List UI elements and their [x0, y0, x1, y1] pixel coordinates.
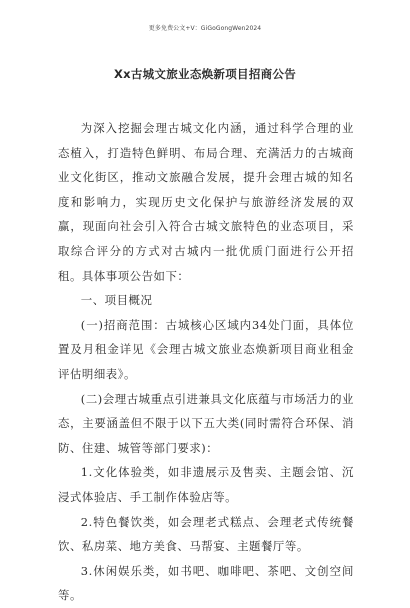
header-note: 更多免费公文+V：GiGoGongWen2024: [148, 25, 262, 32]
paragraph-business-types: (二)会理古城重点引进兼具文化底蕴与市场活力的业态，主要涵盖但不限于以下五大类(同时需符合环保、消防、住建、城管等部门要求)：: [58, 391, 354, 455]
paragraph-scope: (一)招商范围：古城核心区域内34处门面，具体位置及月租金详见《会理古城文旅业态焕新项目商业租金评估明细表》。: [58, 317, 354, 381]
document-title: Xx古城文旅业态焕新项目招商公告: [113, 67, 297, 81]
intro-paragraph: 为深入挖掘会理古城文化内涵，通过科学合理的业态植入，打造特色鲜明、布局合理、充满活力的古城商业文化街区，推动文旅融合发展，提升会理古城的知名度和影响力，实现历史文化保护与旅游经济发展的双赢，现面向社会引入符合古城文旅特色的业态项目，采取综合评分的方式对古城内一批优质门面进行公开招租。具体事项公告如下：: [58, 121, 354, 283]
list-item-catering: 2.特色餐饮类，如会理老式糕点、会理老式传统餐饮、私房菜、地方美食、马帮宴、主题餐厅等。: [58, 514, 354, 554]
section-heading-project-overview: 一、项目概况: [80, 293, 153, 308]
list-item-leisure: 3.休闲娱乐类，如书吧、咖啡吧、茶吧、文创空间等。: [58, 563, 354, 603]
document-body: [58, 116, 354, 608]
list-item-culture: 1.文化体验类，如非遗展示及售卖、主题会馆、沉浸式体验店、手工制作体验店等。: [58, 465, 354, 504]
